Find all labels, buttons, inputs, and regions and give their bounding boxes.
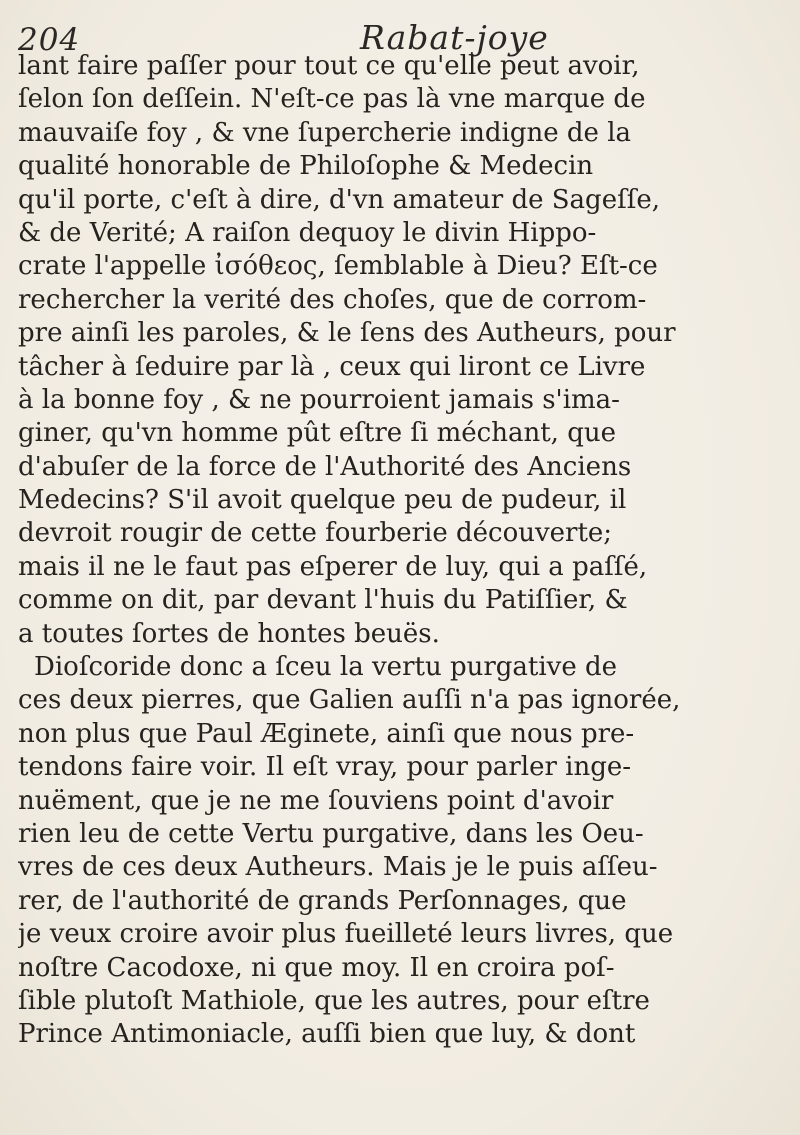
text-line: non plus que Paul Æginete, ainſi que nous pre- bbox=[18, 718, 635, 749]
text-line: a toutes ſortes de hontes beuës. bbox=[18, 618, 440, 649]
text-line: Prince Antimoniacle, auſſi bien que luy, & dont bbox=[18, 1019, 636, 1050]
text-line: qu'il porte, c'eſt à dire, d'vn amateur de Sageſſe, bbox=[18, 184, 660, 215]
text-line: ces deux pierres, que Galien auſſi n'a pas ignorée, bbox=[18, 685, 681, 716]
text-line: nuëment, que je ne me ſouviens point d'avoir bbox=[18, 785, 614, 816]
text-line: mauvaiſe foy , & vne ſupercherie indigne de la bbox=[18, 117, 632, 148]
text-line: giner, qu'vn homme pût eſtre ſi méchant, que bbox=[18, 418, 616, 449]
paragraph-start-line: Dioſcoride donc a ſceu la vertu purgative de bbox=[34, 652, 618, 683]
text-line: tendons faire voir. Il eſt vray, pour parler inge- bbox=[18, 752, 632, 783]
text-line: je veux croire avoir plus fueilleté leurs livres, que bbox=[18, 919, 674, 950]
page-number: 204 bbox=[18, 22, 81, 58]
text-line: vres de ces deux Autheurs. Mais je le puis aſſeu- bbox=[18, 852, 658, 883]
text-line: à la bonne foy , & ne pourroient jamais s'ima- bbox=[18, 384, 620, 415]
text-line: rien leu de cette Vertu purgative, dans les Oeu- bbox=[18, 818, 644, 849]
text-line: pre ainſi les paroles, & le ſens des Autheurs, pour bbox=[18, 318, 676, 349]
text-line: crate l'appelle ἰσόθεος, ſemblable à Dieu? Eſt-ce bbox=[18, 251, 658, 282]
text-line: tâcher à ſeduire par là , ceux qui liront ce Livre bbox=[18, 351, 646, 382]
text-line: rer, de l'authorité de grands Perſonnages, que bbox=[18, 885, 627, 916]
text-line: Medecins? S'il avoit quelque peu de pudeur, il bbox=[18, 485, 627, 516]
body-text bbox=[18, 50, 798, 1052]
text-line: lant faire paſſer pour tout ce qu'elle peut avoir, bbox=[18, 51, 640, 81]
text-line: rechercher la verité des choſes, que de corrom- bbox=[18, 284, 647, 315]
text-line: ſelon ſon deſſein. N'eſt-ce pas là vne marque de bbox=[18, 84, 646, 115]
text-line: devroit rougir de cette fourberie découverte; bbox=[18, 518, 613, 549]
text-line: ſible plutoſt Mathiole, que les autres, pour eſtre bbox=[18, 985, 650, 1016]
text-line: & de Verité; A raiſon dequoy le divin Hippo- bbox=[18, 217, 597, 248]
running-head: Rabat-joye bbox=[360, 18, 549, 57]
text-line: d'abuſer de la force de l'Authorité des Anciens bbox=[18, 451, 632, 482]
text-line: mais il ne le faut pas eſperer de luy, qui a paſſé, bbox=[18, 551, 648, 582]
text-line: qualité honorable de Philoſophe & Medecin bbox=[18, 151, 594, 182]
text-line: comme on dit, par devant l'huis du Patiſſier, & bbox=[18, 585, 628, 616]
text-line: noſtre Cacodoxe, ni que moy. Il en croira poſ- bbox=[18, 952, 615, 983]
